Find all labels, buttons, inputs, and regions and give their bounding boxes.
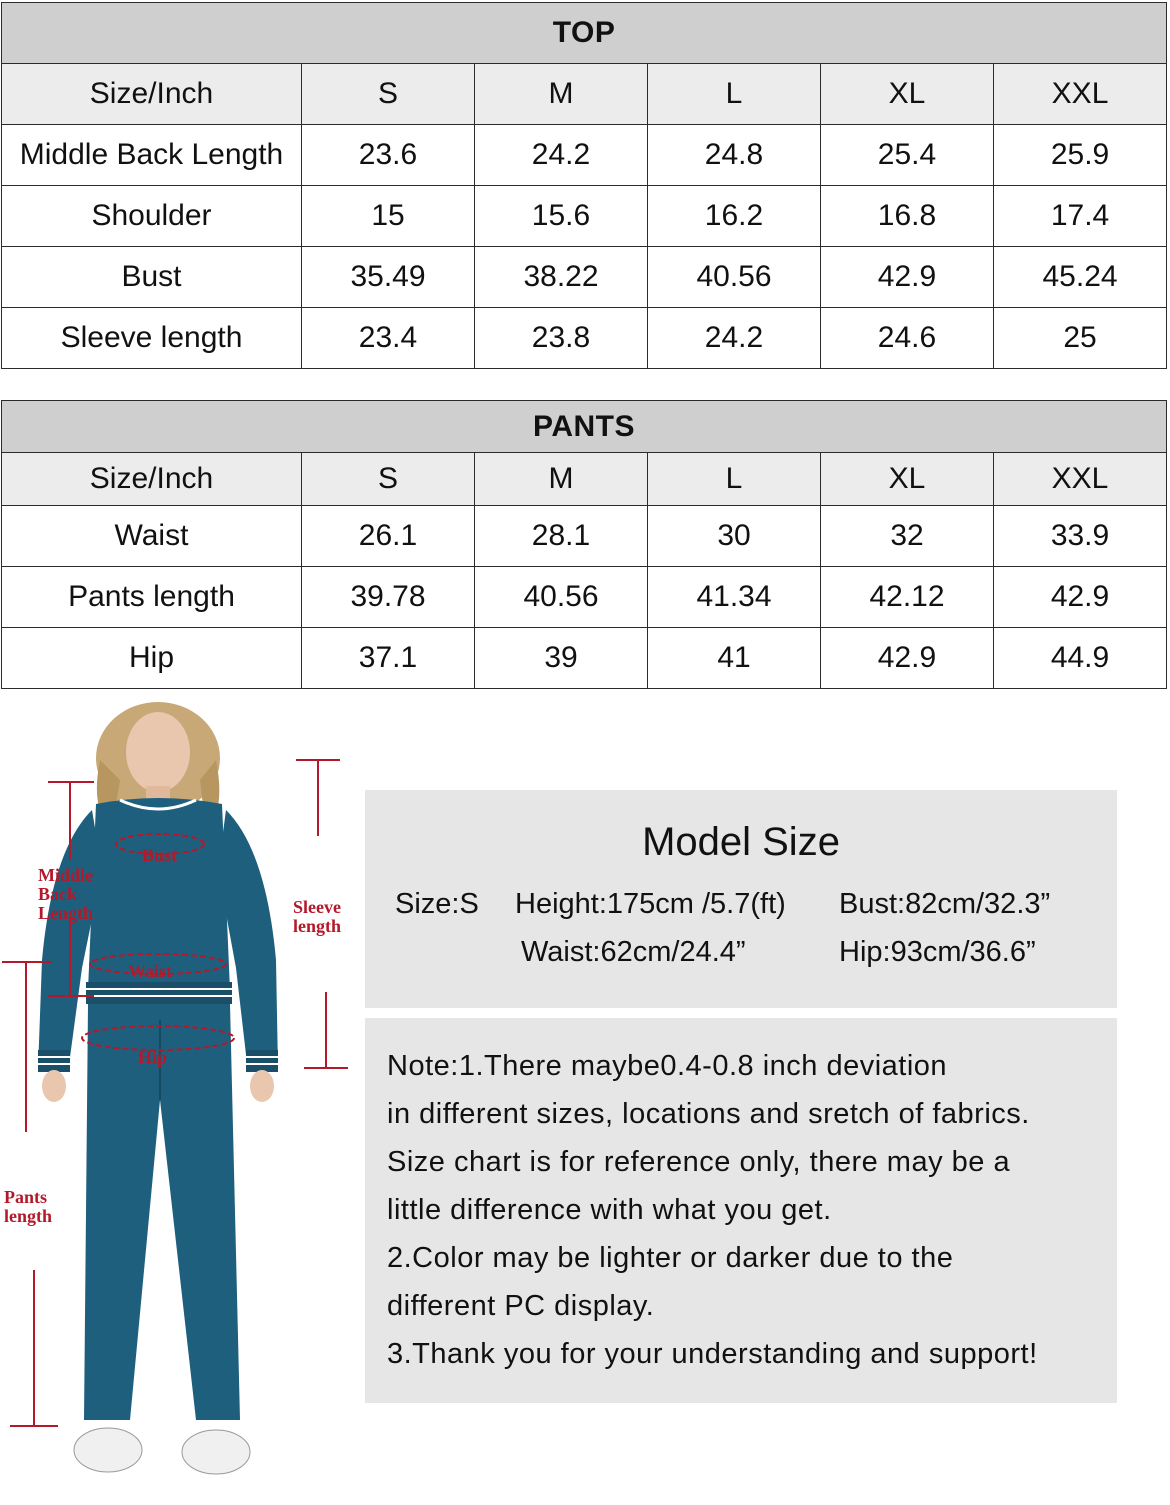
table-cell: 25.9 [994,125,1167,186]
top-table-title: TOP [2,3,1167,64]
table-row [2,308,1167,369]
note-line: little difference with what you get. [387,1194,832,1226]
table-cell: 35.49 [302,247,475,308]
table-cell: 39 [475,628,648,689]
table-cell: 15 [302,186,475,247]
model-illustration [0,700,360,1500]
table-cell: 23.6 [302,125,475,186]
header-cell: M [475,453,648,506]
table-cell: 25.4 [821,125,994,186]
header-cell: XL [821,64,994,125]
model-size-title: Model Size [642,820,840,864]
note-line: Note:1.There maybe0.4-0.8 inch deviation [387,1050,948,1082]
table-cell: 23.8 [475,308,648,369]
header-cell: M [475,64,648,125]
row-label: Sleeve length [2,308,302,369]
table-cell: 40.56 [475,567,648,628]
header-cell: L [648,64,821,125]
table-row [2,186,1167,247]
table-cell: 42.9 [821,247,994,308]
table-cell: 42.9 [821,628,994,689]
row-label: Bust [2,247,302,308]
table-cell: 44.9 [994,628,1167,689]
model-height-value: Height:175cm /5.7(ft) [515,888,786,920]
row-label: Hip [2,628,302,689]
table-cell: 32 [821,506,994,567]
note-line: Size chart is for reference only, there may be a [387,1146,1011,1178]
table-cell: 26.1 [302,506,475,567]
row-label: Shoulder [2,186,302,247]
table-cell: 41 [648,628,821,689]
row-label: Waist [2,506,302,567]
row-label: Pants length [2,567,302,628]
model-figure-image [0,700,360,1500]
table-cell: 38.22 [475,247,648,308]
header-cell: L [648,453,821,506]
table-cell: 39.78 [302,567,475,628]
header-cell: XL [821,453,994,506]
table-cell: 25 [994,308,1167,369]
table-cell: 40.56 [648,247,821,308]
note-line: different PC display. [387,1290,655,1322]
pants-length-label: Pants length [4,1187,53,1226]
table-cell: 16.8 [821,186,994,247]
pants-size-table [1,400,1167,689]
model-waist-value: Waist:62cm/24.4” [521,936,746,968]
table-cell: 17.4 [994,186,1167,247]
table-row [2,506,1167,567]
header-cell: S [302,453,475,506]
bust-label: Bust [142,845,178,865]
header-cell: Size/Inch [2,453,302,506]
top-size-table [1,2,1167,369]
table-cell: 45.24 [994,247,1167,308]
table-cell: 24.2 [648,308,821,369]
header-cell: Size/Inch [2,64,302,125]
table-cell: 23.4 [302,308,475,369]
table-cell: 15.6 [475,186,648,247]
table-cell: 41.34 [648,567,821,628]
table-cell: 42.9 [994,567,1167,628]
table-cell: 16.2 [648,186,821,247]
sleeve-length-label: Sleeve length [293,897,342,936]
model-bust-value: Bust:82cm/32.3” [839,888,1051,920]
row-label: Middle Back Length [2,125,302,186]
table-cell: 28.1 [475,506,648,567]
header-cell: XXL [994,453,1167,506]
hip-label: Hip [138,1047,168,1067]
table-cell: 33.9 [994,506,1167,567]
model-size-panel [365,790,1117,1008]
note-panel [365,1018,1117,1403]
model-hip-value: Hip:93cm/36.6” [839,936,1036,968]
header-cell: XXL [994,64,1167,125]
table-row [2,125,1167,186]
note-line: 3.Thank you for your understanding and support! [387,1338,1038,1370]
note-line: 2.Color may be lighter or darker due to the [387,1242,954,1274]
table-row [2,628,1167,689]
table-row [2,247,1167,308]
table-cell: 30 [648,506,821,567]
model-size-value: Size:S [395,888,479,920]
waist-label: Waist [128,961,173,981]
header-cell: S [302,64,475,125]
table-cell: 42.12 [821,567,994,628]
table-cell: 24.6 [821,308,994,369]
note-line: in different sizes, locations and sretch of fabrics. [387,1098,1030,1130]
table-cell: 37.1 [302,628,475,689]
table-cell: 24.8 [648,125,821,186]
middle-back-length-label: Middle Back Length [38,865,94,923]
table-row [2,567,1167,628]
pants-table-title: PANTS [2,401,1167,453]
table-cell: 24.2 [475,125,648,186]
